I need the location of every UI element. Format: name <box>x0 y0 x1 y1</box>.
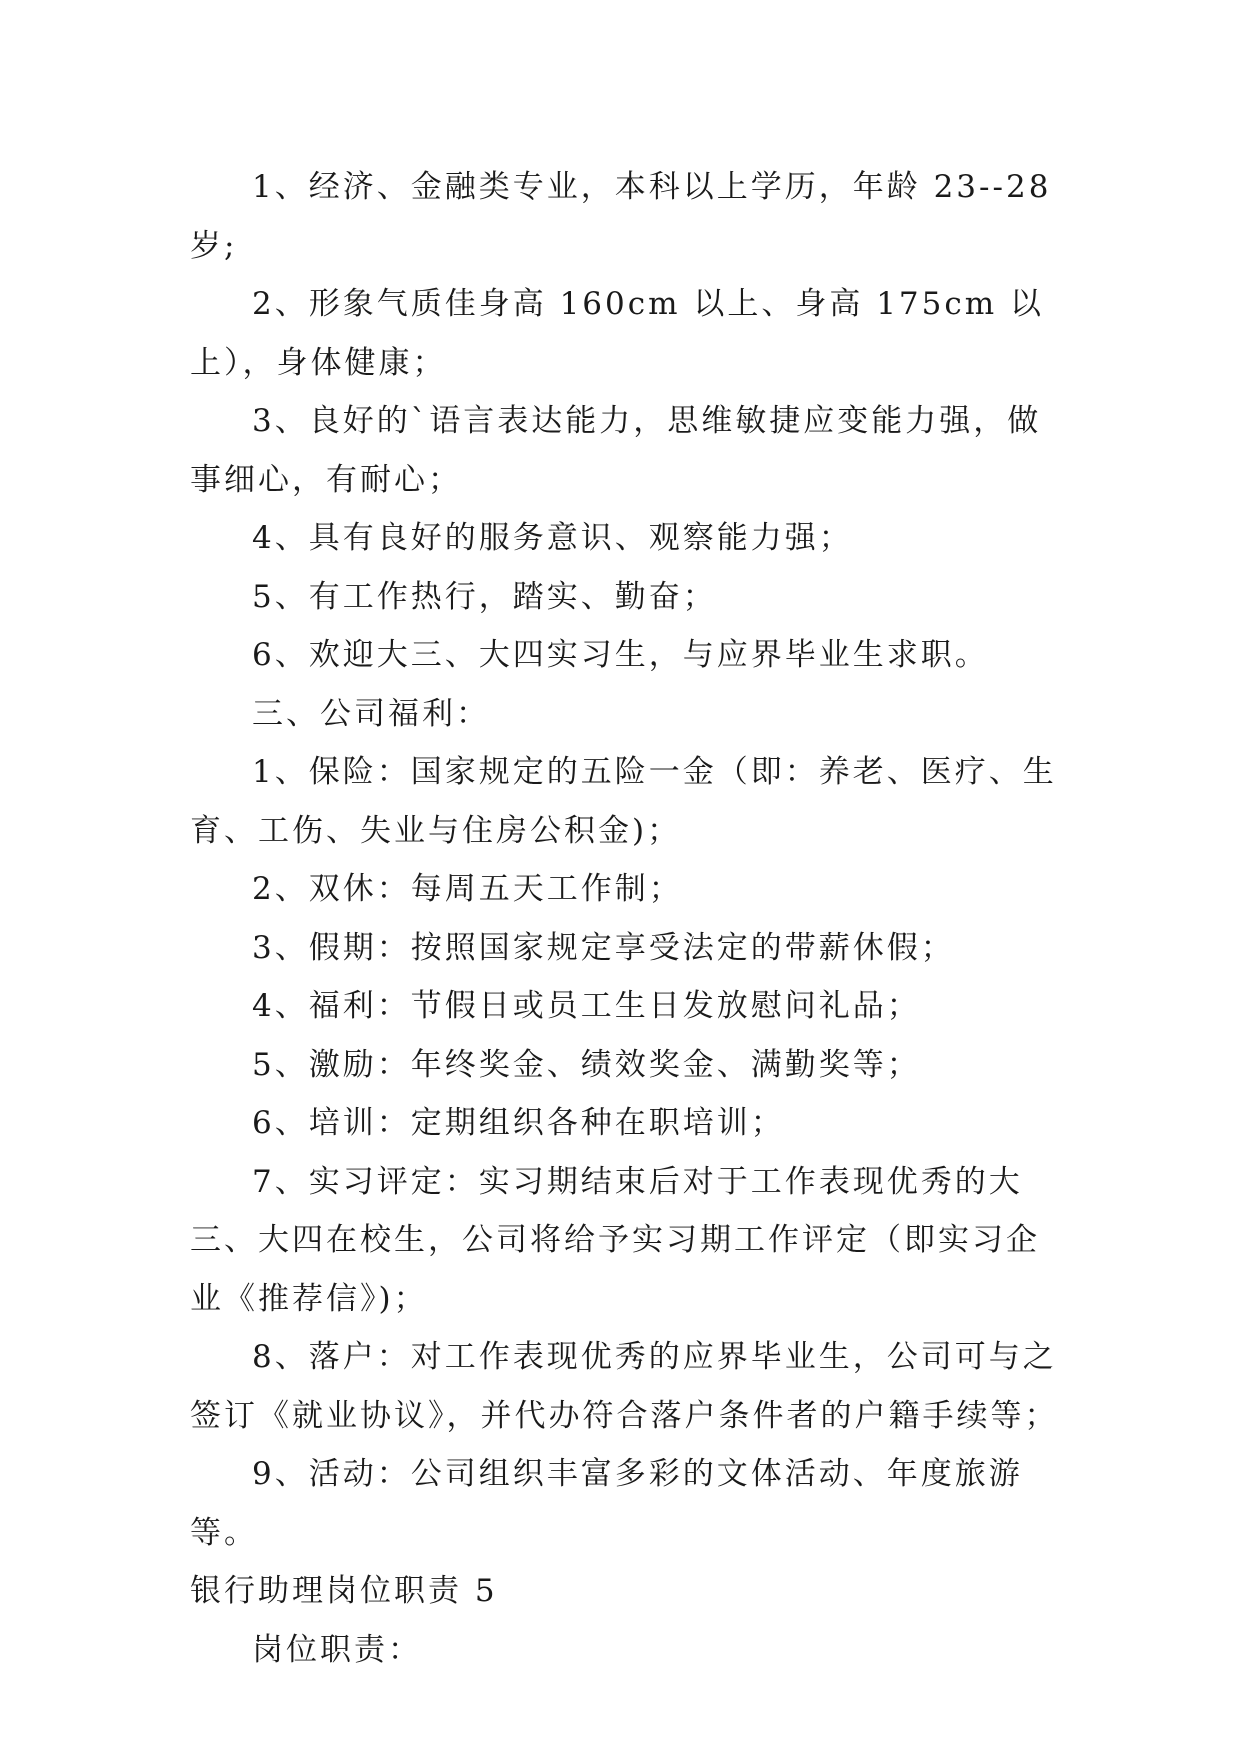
paragraph-requirement-1: 1、经济、金融类专业，本科以上学历，年龄 23--28 岁; <box>190 169 1052 264</box>
paragraph-benefit-8: 8、落户：对工作表现优秀的应界毕业生，公司可与之签订《就业协议》，并代办符合落户条件者的户籍手续等； <box>190 1339 1059 1434</box>
paragraph-benefit-2: 2、双休：每周五天工作制； <box>252 871 683 907</box>
paragraph-requirement-6: 6、欢迎大三、大四实习生，与应界毕业生求职。 <box>252 637 989 673</box>
section-heading-benefits: 三、公司福利： <box>252 695 490 732</box>
section-title: 银行助理岗位职责 5 <box>190 1573 498 1609</box>
paragraph-benefit-6: 6、培训：定期组织各种在职培训； <box>252 1105 785 1141</box>
paragraph-benefit-3: 3、假期：按照国家规定享受法定的带薪休假； <box>252 929 955 966</box>
paragraph-requirement-5: 5、有工作热行，踏实、勤奋； <box>252 578 717 615</box>
paragraph-benefit-4: 4、福利：节假日或员工生日发放慰问礼品； <box>252 988 921 1024</box>
paragraph-requirement-3: 3、良好的`语言表达能力，思维敏捷应变能力强，做事细心，有耐心； <box>190 403 1042 498</box>
document-page <box>190 158 1070 1679</box>
paragraph-requirement-4: 4、具有良好的服务意识、观察能力强； <box>252 520 853 556</box>
paragraph-benefit-5: 5、激励：年终奖金、绩效奖金、满勤奖等； <box>252 1046 921 1083</box>
paragraph-benefit-1: 1、保险：国家规定的五险一金（即：养老、医疗、生育、工伤、失业与住房公积金)； <box>190 754 1057 849</box>
paragraph-requirement-2: 2、形象气质佳身高 160cm 以上、身高 175cm 以上），身体健康； <box>190 286 1044 381</box>
paragraph-benefit-9: 9、活动：公司组织丰富多彩的文体活动、年度旅游等。 <box>190 1456 1023 1551</box>
paragraph-benefit-7: 7、实习评定：实习期结束后对于工作表现优秀的大三、大四在校生，公司将给予实习期工作评定（即实习企业《推荐信》)； <box>190 1163 1040 1317</box>
subheading-duties: 岗位职责： <box>252 1631 422 1668</box>
